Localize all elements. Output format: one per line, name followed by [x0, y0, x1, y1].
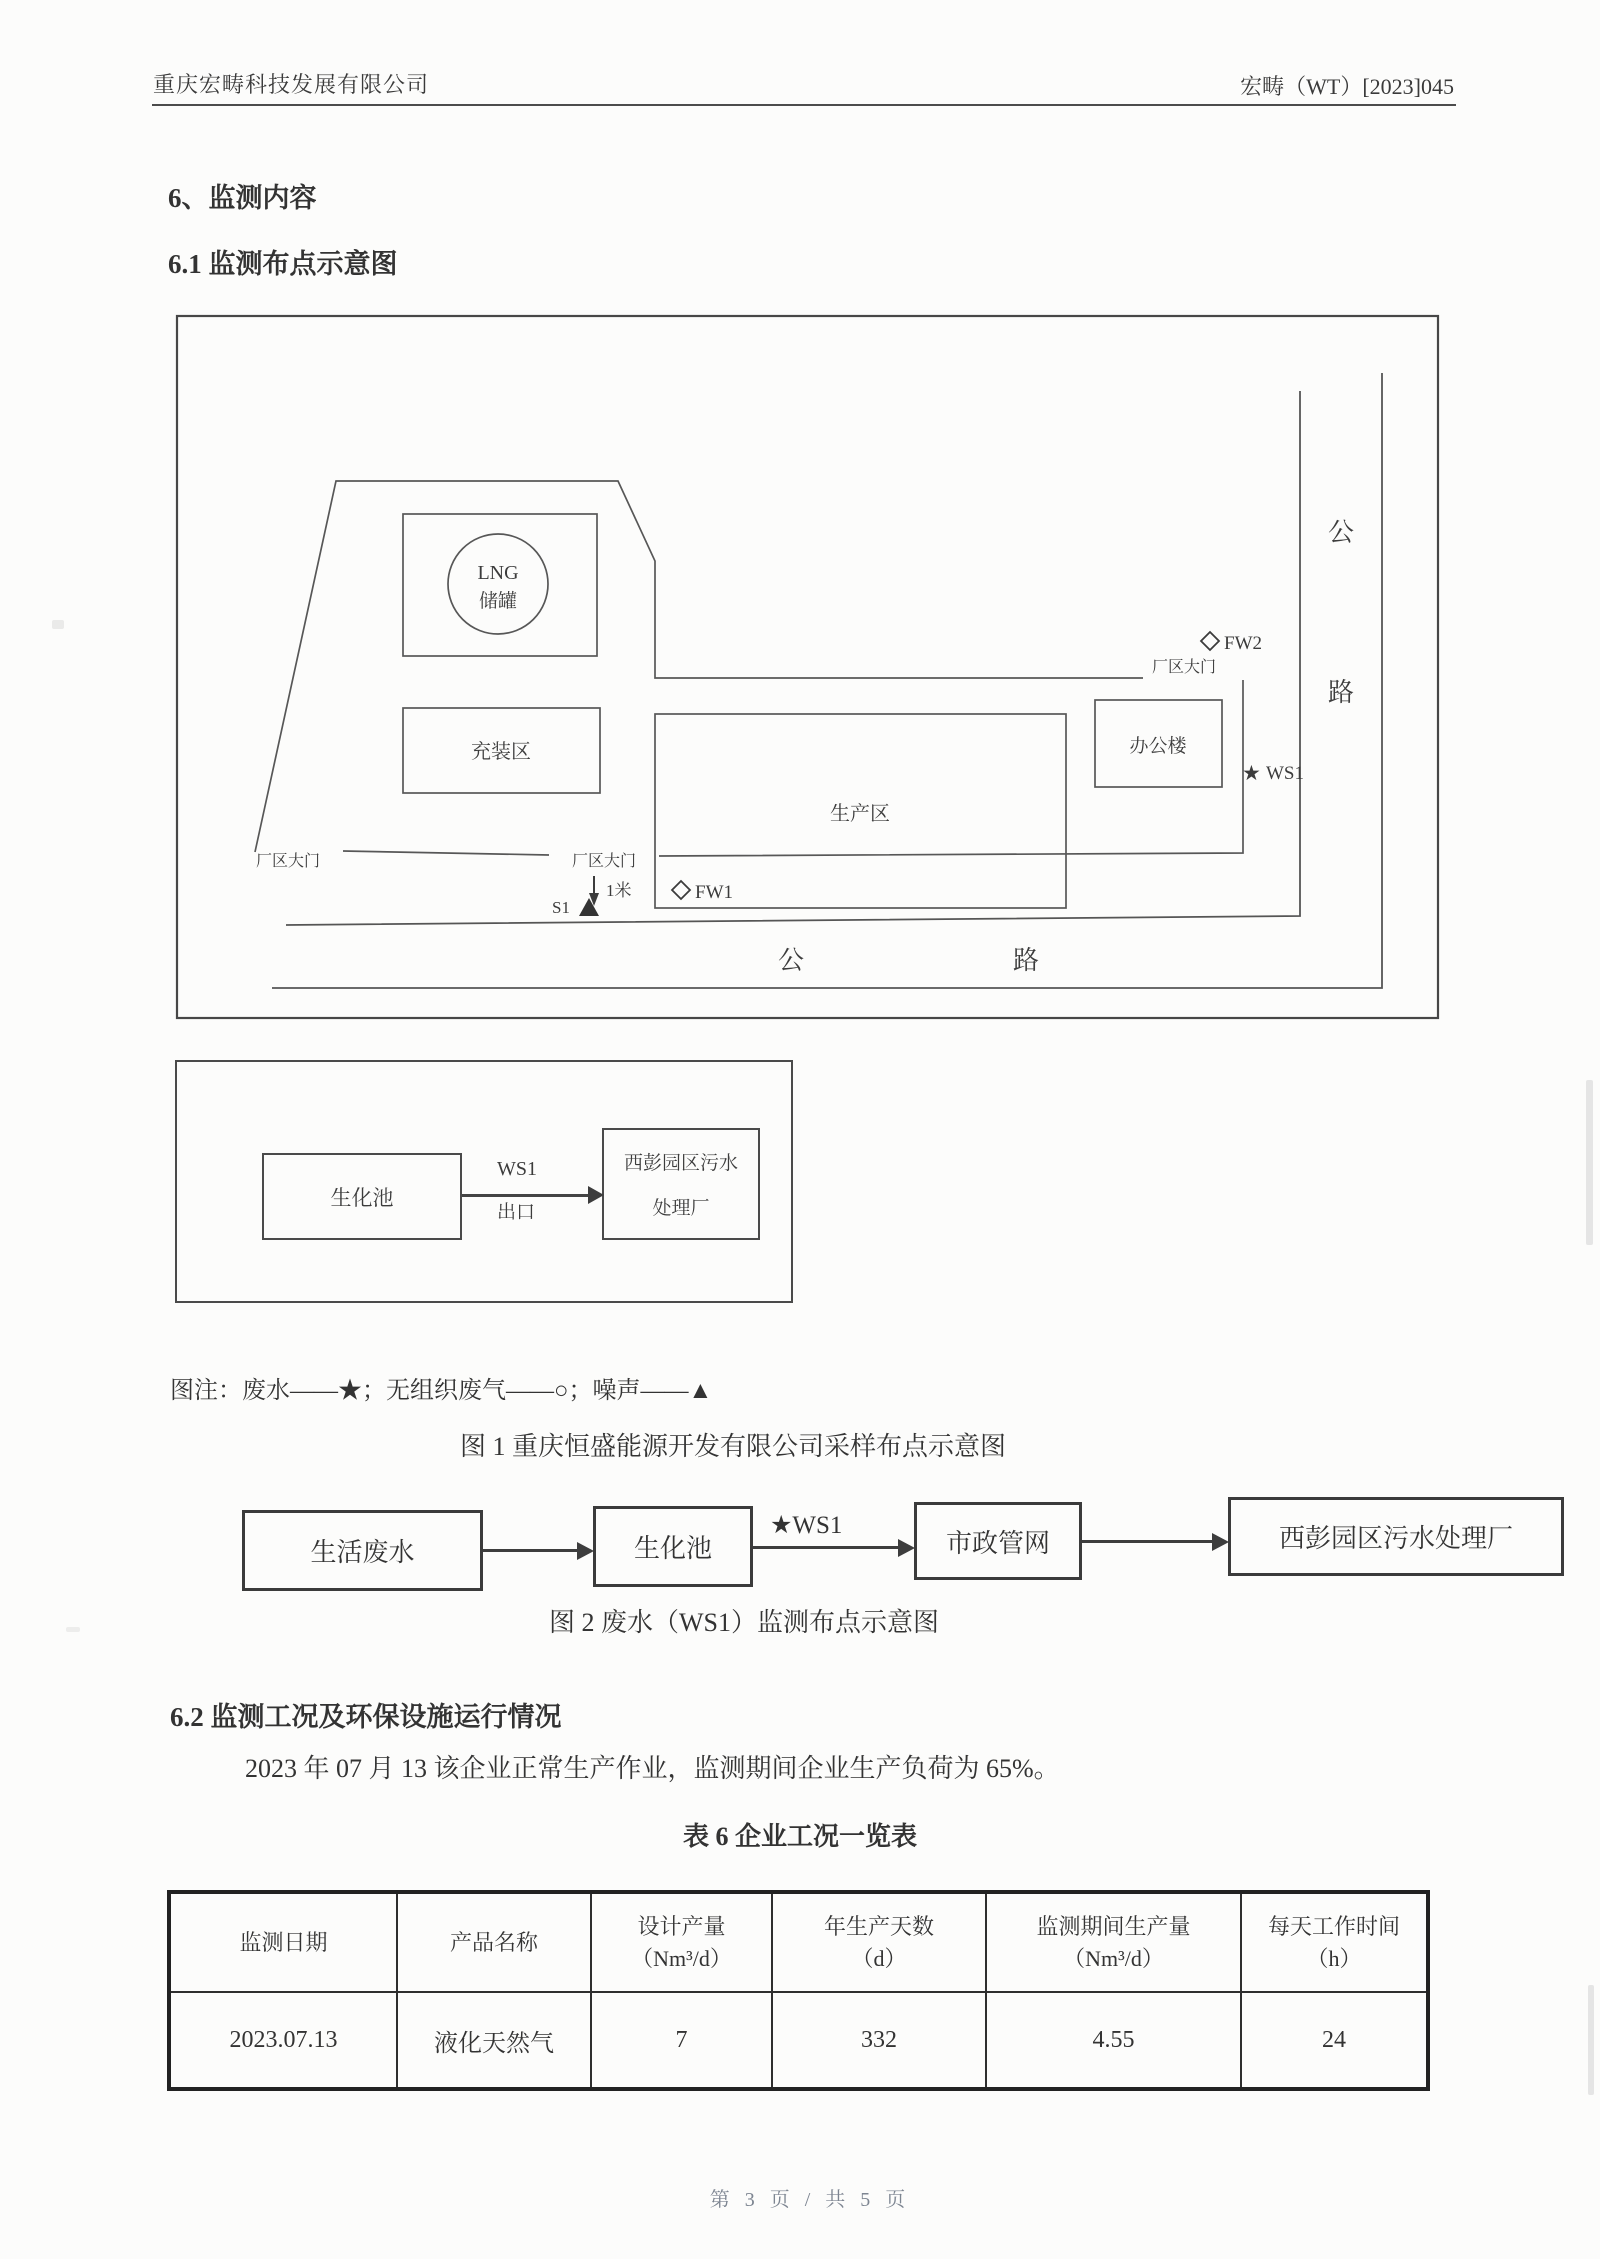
figure1-caption: 图 1 重庆恒盛能源开发有限公司采样布点示意图: [460, 1432, 1007, 1461]
section-62-paragraph: 2023 年 07 月 13 该企业正常生产作业，监测期间企业生产负荷为 65%。: [245, 1754, 1060, 1783]
header-line1: 每天工作时间: [1267, 1913, 1400, 1939]
table6-cell-product: 液化天然气: [397, 1992, 591, 2089]
table6-cell-work-hours: 24: [1241, 1992, 1428, 2089]
table6-data-row: [169, 1992, 1428, 2089]
table6-caption: 表 6 企业工况一览表: [682, 1822, 917, 1851]
header-line1: 监测期间生产量: [1036, 1913, 1191, 1939]
ws1-star-icon: ★: [1242, 761, 1261, 785]
header-line2: （h）: [1306, 1945, 1362, 1971]
distance-label: 1米: [606, 881, 632, 900]
flowchart-box-domestic-wastewater: 生活废水: [242, 1510, 483, 1591]
scan-artifact: [52, 620, 64, 629]
office-building-label: 办公楼: [1129, 736, 1187, 757]
plant-boundary-east-south: [659, 680, 1243, 856]
ws1-outlet-label-bottom: 出口: [497, 1202, 536, 1223]
header-line2: （Nm³/d）: [631, 1945, 732, 1971]
table6-header-row: [169, 1892, 1428, 1992]
road-right-label-top: 公: [1327, 518, 1355, 547]
lng-label-line1: LNG: [477, 562, 519, 584]
filling-area-label: 充装区: [471, 741, 531, 763]
road-bottom-label-right: 路: [1012, 946, 1040, 975]
plant-boundary-south-left: [343, 851, 549, 855]
table6-operating-conditions: [167, 1890, 1430, 2091]
table6-cell-production-days: 332: [772, 1992, 986, 2089]
scan-artifact: [1586, 1080, 1593, 1245]
header-line1: 设计产量: [637, 1913, 726, 1939]
fw2-diamond-icon: [1201, 632, 1219, 650]
table6-header-cell: [986, 1892, 1241, 1992]
section-6-heading: 6、监测内容: [168, 183, 317, 213]
table6-header-cell: [772, 1892, 986, 1992]
table6-header-cell: [1241, 1892, 1428, 1992]
flowchart-arrow1-head: [577, 1542, 594, 1560]
gate-sw-label: 厂区大门: [255, 853, 321, 870]
header-line2: （d）: [851, 1945, 907, 1971]
flowchart-arrow1-line: [483, 1549, 577, 1552]
header-line2: （Nm³/d）: [1063, 1945, 1164, 1971]
flowchart-arrow2-line: [753, 1546, 898, 1549]
ws1-outlet-label-top: WS1: [497, 1158, 537, 1180]
fw1-label: FW1: [695, 882, 733, 903]
figure1-site-layout-diagram: [175, 313, 1441, 1021]
road-bottom-label-left: 公: [777, 946, 805, 975]
section-61-heading: 6.1 监测布点示意图: [168, 249, 398, 279]
fw1-diamond-icon: [672, 881, 690, 899]
figure-legend: 图注：废水——★；无组织废气——○；噪声——▲: [170, 1378, 713, 1404]
header-line1: 产品名称: [449, 1929, 538, 1955]
road-outer-edge: [272, 373, 1382, 988]
scan-artifact: [66, 1627, 80, 1632]
header-company-name: 重庆宏畴科技发展有限公司: [153, 72, 430, 97]
flowchart-arrow3-head: [1212, 1533, 1229, 1551]
table6-cell-date: 2023.07.13: [169, 1992, 397, 2089]
s1-label: S1: [552, 898, 570, 917]
header-line1: 监测日期: [239, 1929, 328, 1955]
flowchart-box-sewage-plant: 西彭园区污水处理厂: [1228, 1497, 1564, 1576]
production-area-label: 生产区: [830, 803, 890, 825]
figure1-frame: [177, 316, 1438, 1018]
road-right-label-bottom: 路: [1327, 678, 1355, 707]
header-rule: [152, 104, 1456, 106]
table6-cell-monitoring-output: 4.55: [986, 1992, 1241, 2089]
sewage-plant-box: [602, 1128, 760, 1240]
flowchart-arrow3-line: [1082, 1540, 1212, 1543]
section-62-heading: 6.2 监测工况及环保设施运行情况: [170, 1702, 562, 1732]
header-line1: 年生产天数: [823, 1913, 934, 1939]
road-inner-edge: [286, 391, 1300, 925]
page-number-footer: 第 3 页 / 共 5 页: [709, 2189, 911, 2211]
fw2-label: FW2: [1224, 633, 1262, 654]
gate-s-label: 厂区大门: [571, 853, 637, 870]
sewage-plant-line2: 处理厂: [652, 1198, 710, 1219]
sewage-plant-line1: 西彭园区污水: [623, 1153, 738, 1174]
flowchart-box-biochemical-pool: 生化池: [593, 1506, 753, 1587]
figure2-caption: 图 2 废水（WS1）监测布点示意图: [549, 1608, 940, 1637]
table6-cell-design-output: 7: [591, 1992, 772, 2089]
lng-label-line2: 储罐: [478, 591, 518, 612]
biochemical-pool-box: 生化池: [262, 1153, 462, 1240]
ws1-flow-arrow-head: [588, 1186, 604, 1204]
lng-tank-circle: [448, 534, 548, 634]
flowchart-box-municipal-network: 市政管网: [914, 1502, 1082, 1580]
gate-ne-label: 厂区大门: [1151, 659, 1217, 676]
scan-artifact: [1588, 1985, 1594, 2095]
plant-boundary-north: [255, 481, 1143, 852]
table6-header-cell: [397, 1892, 591, 1992]
ws1-label: WS1: [1266, 763, 1304, 784]
table6-header-cell: [169, 1892, 397, 1992]
table6-header-cell: [591, 1892, 772, 1992]
flowchart-ws1-marker: ★WS1: [770, 1512, 843, 1539]
flowchart-arrow2-head: [898, 1539, 915, 1557]
header-doc-number: 宏畴（WT）[2023]045: [1240, 74, 1454, 99]
